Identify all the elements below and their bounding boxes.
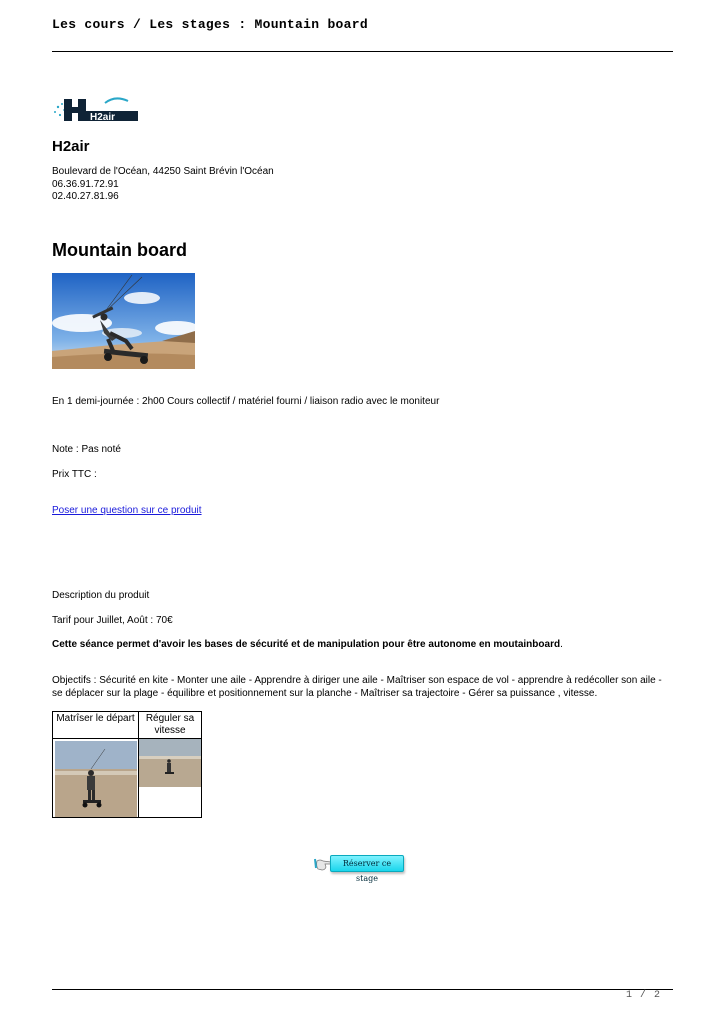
page-breadcrumb: Les cours / Les stages : Mountain board — [52, 17, 368, 32]
company-name: H2air — [52, 138, 90, 155]
product-photo — [52, 273, 195, 369]
page-number: 1 / 2 — [626, 990, 662, 1001]
company-phone-2: 02.40.27.81.96 — [52, 191, 119, 202]
gallery-header-speed: Réguler sa vitesse — [139, 712, 202, 739]
session-highlight — [52, 639, 563, 652]
gallery-cell-speed — [139, 739, 202, 818]
ask-question-link[interactable]: Poser une question sur ce produit — [52, 505, 202, 516]
header-divider — [52, 51, 673, 52]
h2air-logo — [50, 93, 140, 125]
gallery-header-start: Matrîser le départ — [53, 712, 139, 739]
product-rating: Note : Pas noté — [52, 444, 121, 455]
reserve-button[interactable] — [314, 853, 406, 883]
session-highlight-bold: Cette séance permet d'avoir les bases de sécurité et de manipulation pour être autonome en moutainboard — [52, 639, 561, 650]
gallery-cell-start — [53, 739, 139, 818]
product-summary: En 1 demi-journée : 2h00 Cours collectif / matériel fourni / liaison radio avec le moniteur — [52, 396, 440, 407]
company-phone-1: 06.36.91.72.91 — [52, 178, 119, 190]
session-highlight-period: . — [560, 639, 563, 650]
reserve-button-label[interactable]: Réserver ce stage — [330, 855, 404, 872]
tarif-text: Tarif pour Juillet, Août : 70€ — [52, 615, 173, 626]
start-photo — [55, 741, 137, 817]
objectives-text: Objectifs : Sécurité en kite - Monter une aile - Apprendre à diriger une aile - Maîtriser son espace de vol - apprendre à redécoller son aile - se déplacer sur la plage - équilibre et positionnement sur la planche - Maîtriser sa trajectoire - Gérer sa puissance , vitesse. — [52, 675, 662, 699]
product-price: Prix TTC : — [52, 469, 97, 480]
company-contact — [52, 166, 274, 204]
footer-divider — [52, 989, 673, 990]
logo-wordmark: H2air — [90, 112, 116, 123]
speed-photo — [139, 739, 201, 787]
photo-gallery-table — [52, 711, 202, 818]
description-label: Description du produit — [52, 590, 150, 601]
product-title: Mountain board — [52, 240, 187, 260]
company-address: Boulevard de l'Océan, 44250 Saint Brévin l'Océan — [52, 166, 274, 177]
